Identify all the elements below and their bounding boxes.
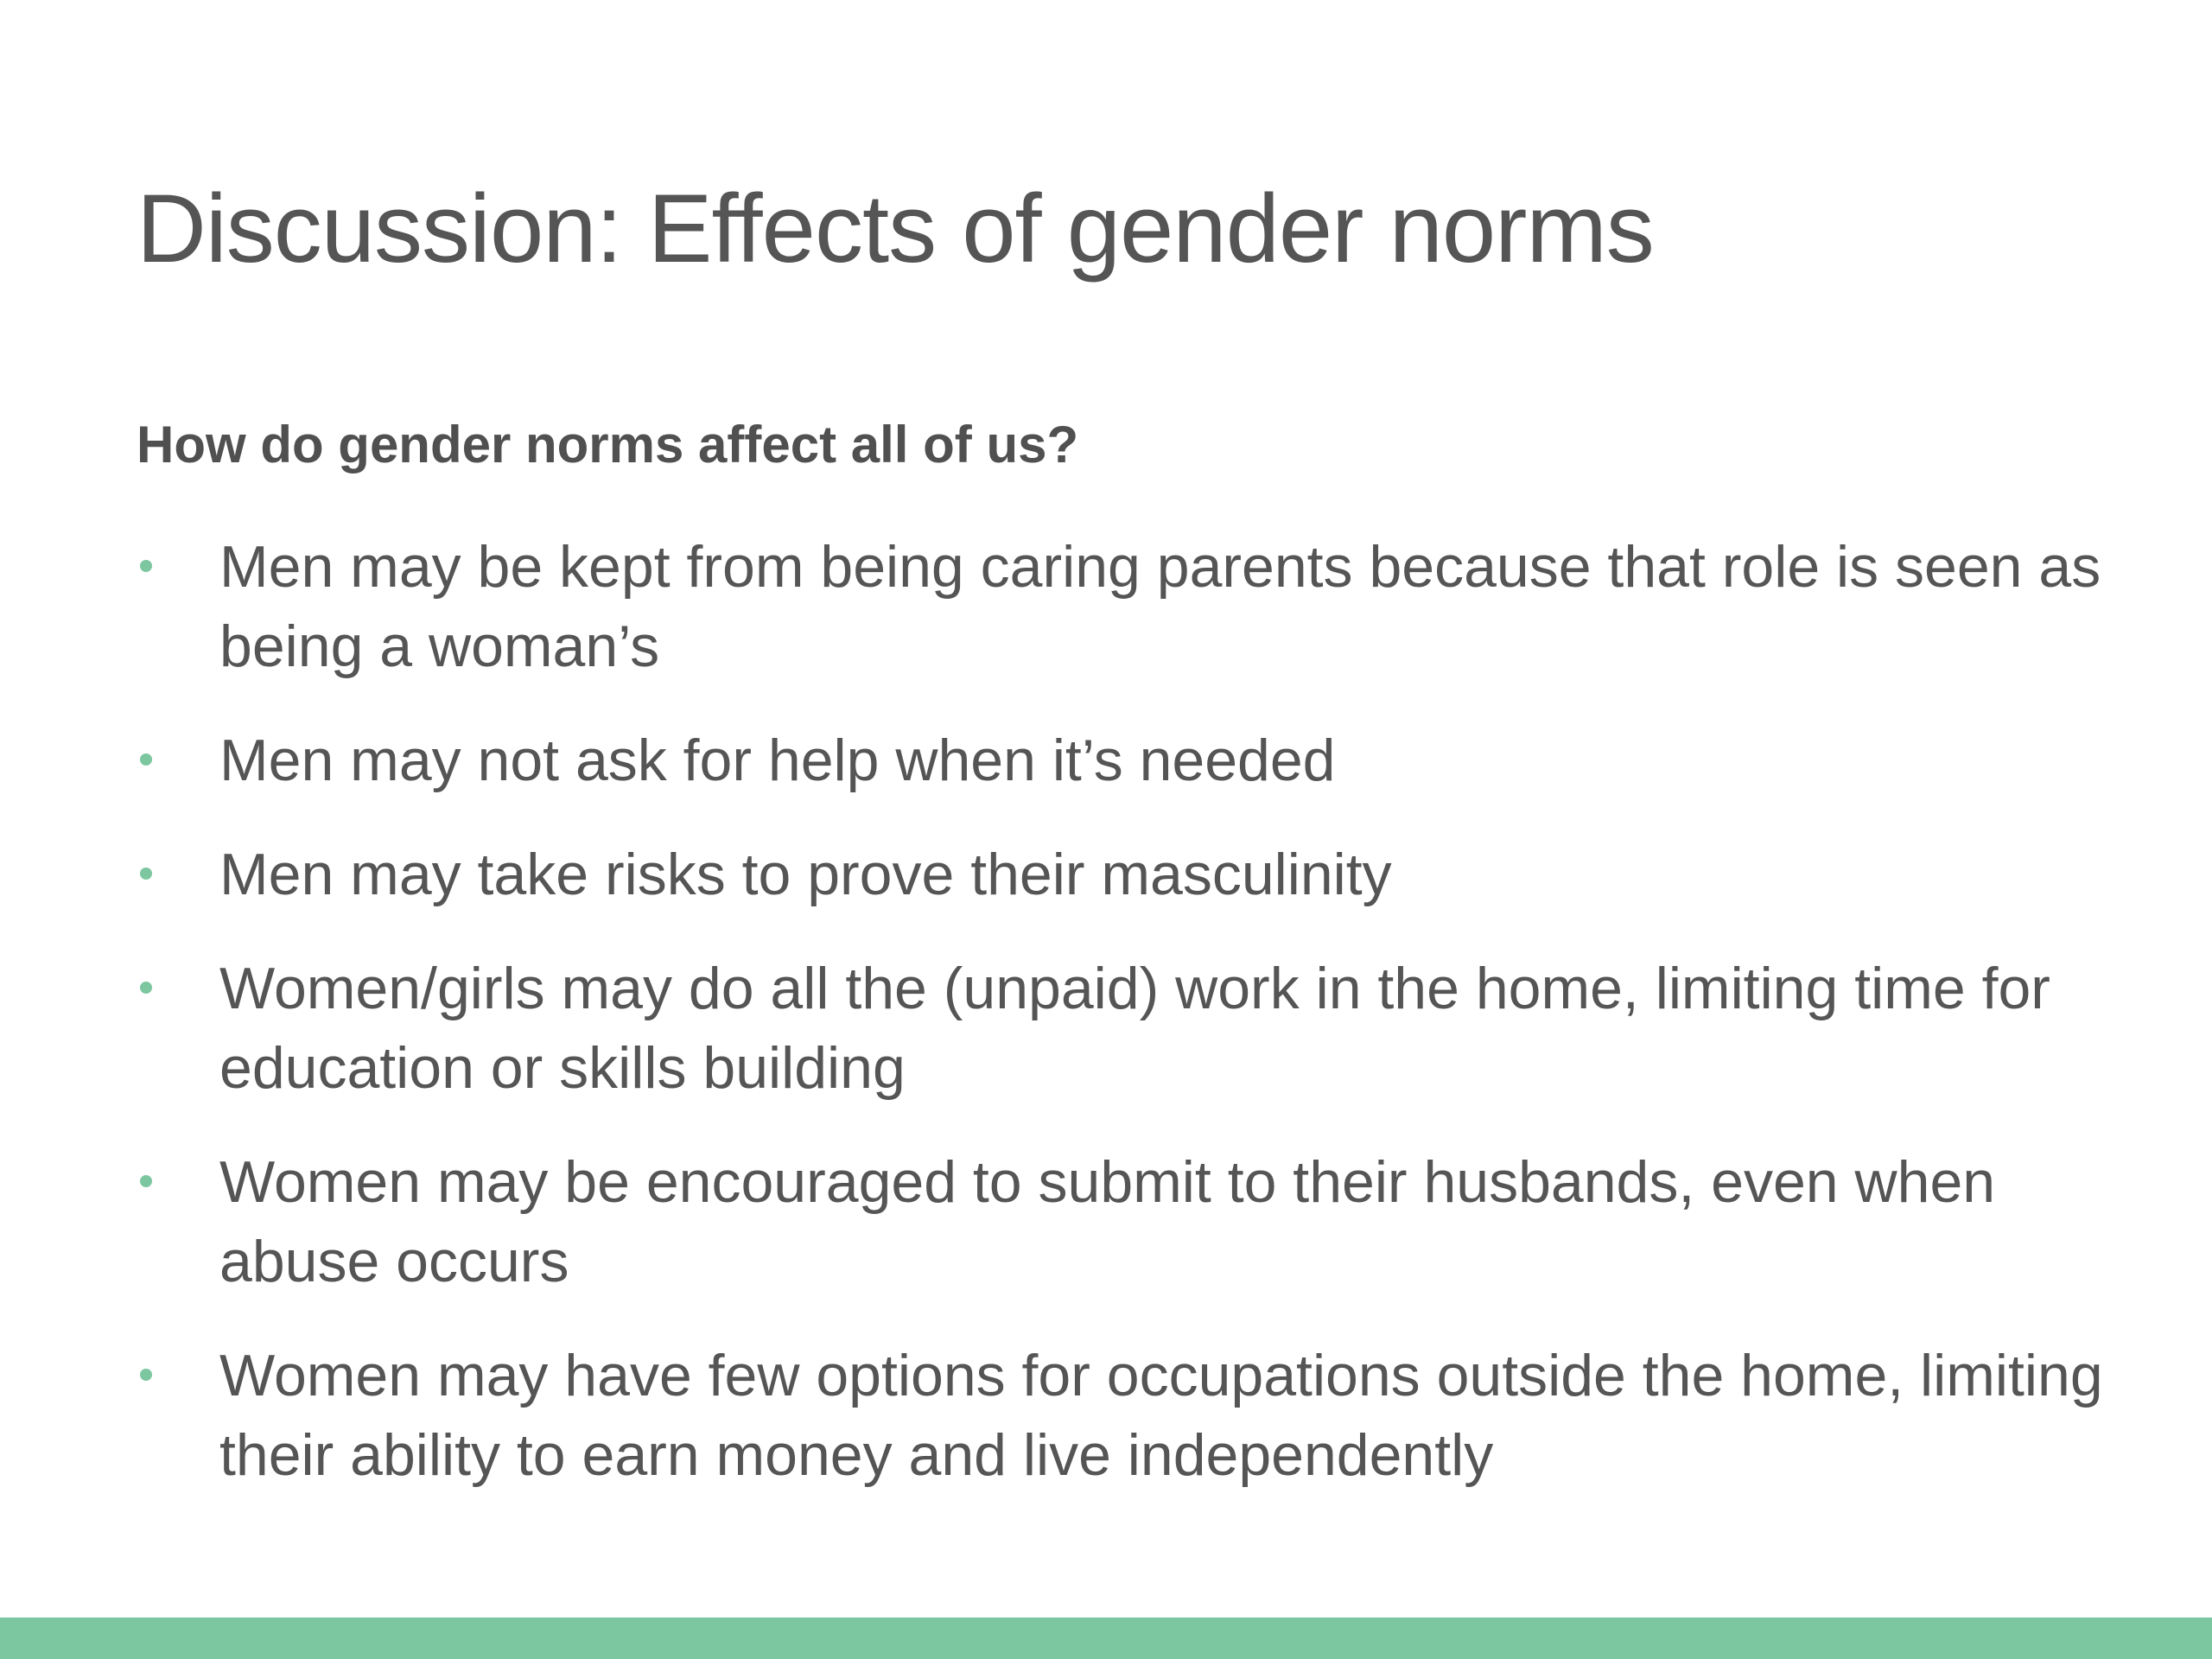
slide-title: Discussion: Effects of gender norms: [137, 175, 1654, 283]
bullet-list: [137, 527, 2115, 1529]
bullet-item-submit-husbands: [137, 1142, 2115, 1301]
bullet-item-take-risks: [137, 835, 2115, 914]
bullet-text: Women/girls may do all the (unpaid) work in the home, limiting time for education or skills building: [219, 956, 2050, 1101]
bullet-text: Men may be kept from being caring parents because that role is seen as being a woman’s: [219, 534, 2101, 679]
bullet-dot-icon: [140, 982, 152, 994]
bullet-dot-icon: [140, 560, 152, 572]
bullet-dot-icon: [140, 753, 152, 766]
bullet-item-few-options: [137, 1336, 2115, 1495]
bullet-text: Men may not ask for help when it’s needed: [219, 728, 1336, 793]
bullet-text: Men may take risks to prove their masculinity: [219, 842, 1392, 907]
slide-subheading: How do gender norms affect all of us?: [137, 416, 1079, 474]
bullet-dot-icon: [140, 1175, 152, 1187]
bullet-item-caring-parents: [137, 527, 2115, 686]
bullet-dot-icon: [140, 868, 152, 880]
bullet-item-ask-help: [137, 721, 2115, 800]
bullet-text: Women may have few options for occupations outside the home, limiting their ability to earn money and live independently: [219, 1343, 2103, 1488]
bullet-item-unpaid-work: [137, 949, 2115, 1108]
bullet-dot-icon: [140, 1369, 152, 1381]
bottom-accent-bar: [0, 1618, 2212, 1659]
bullet-text: Women may be encouraged to submit to their husbands, even when abuse occurs: [219, 1149, 1996, 1294]
